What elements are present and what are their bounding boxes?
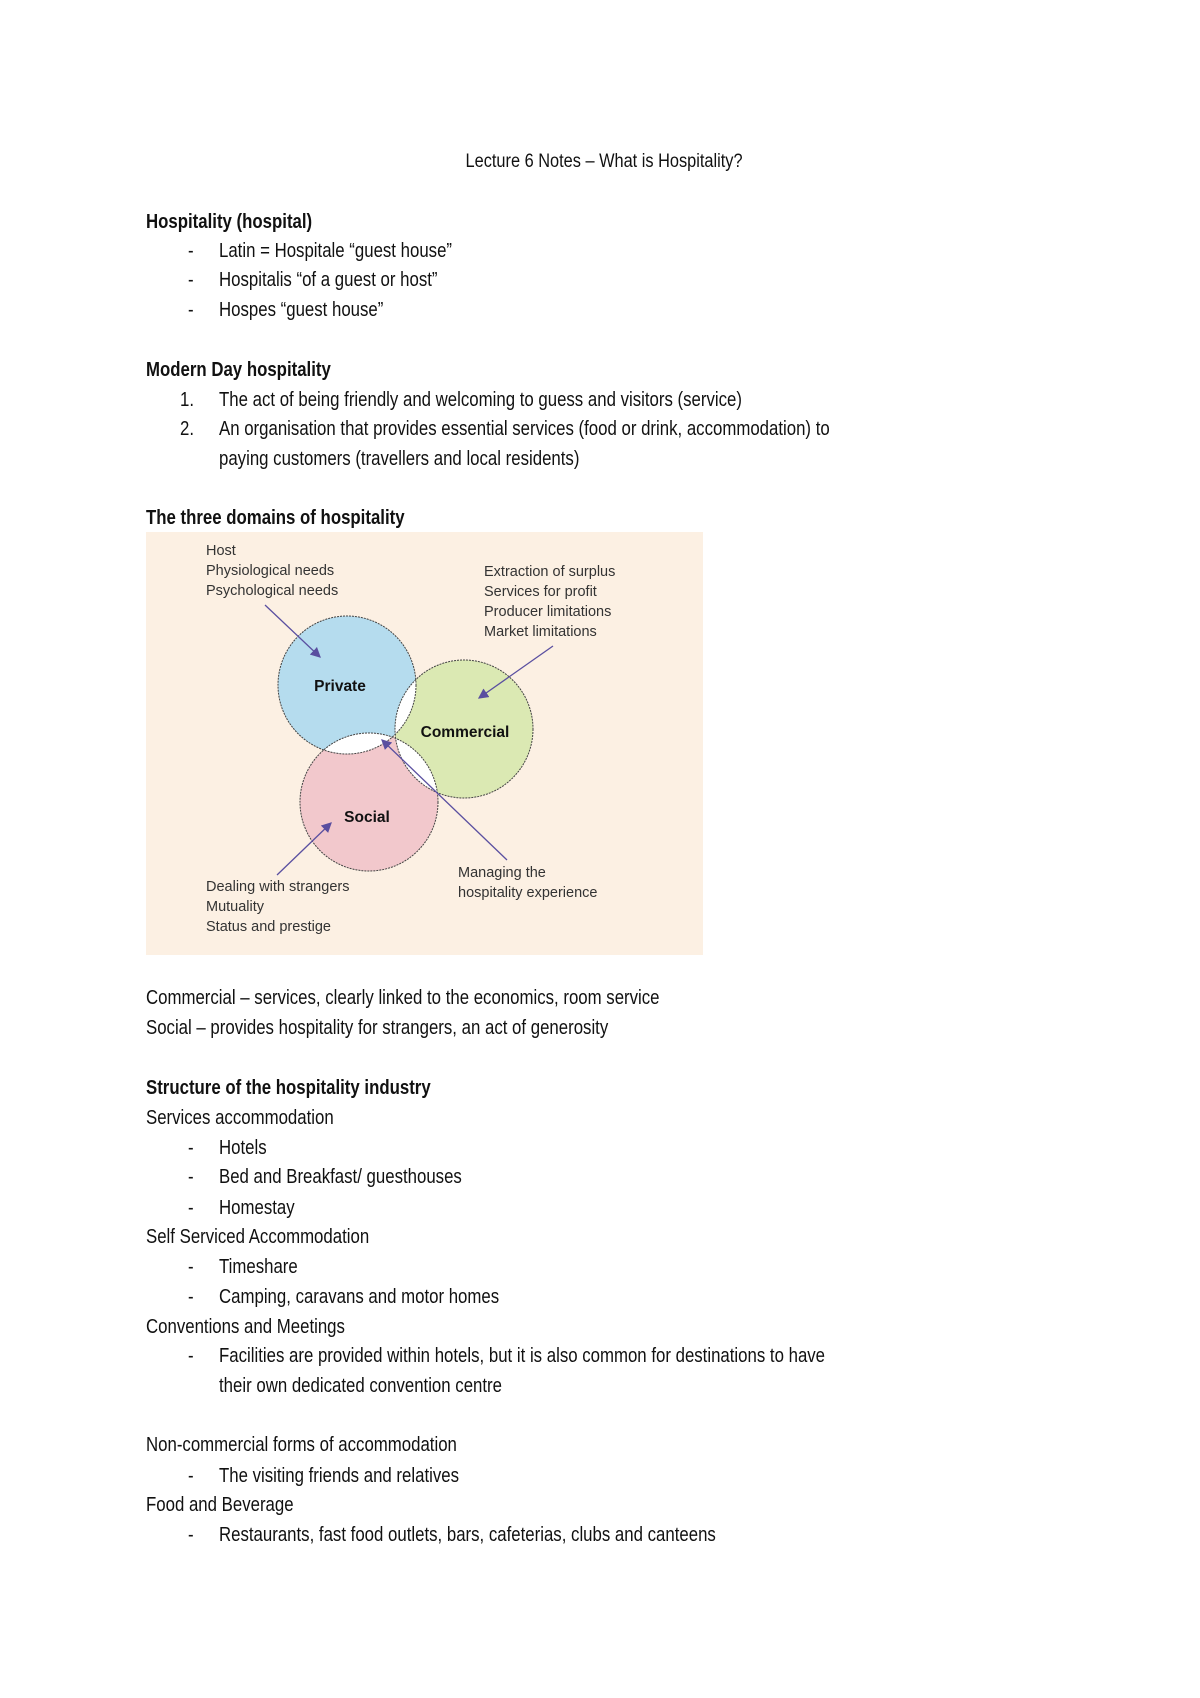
bullet-dash: - xyxy=(188,1524,194,1546)
note: Managing the xyxy=(458,865,546,881)
heading-modern-day: Modern Day hospitality xyxy=(146,359,331,381)
note: Psychological needs xyxy=(206,583,339,599)
list-item: Camping, caravans and motor homes xyxy=(219,1286,500,1308)
note: Extraction of surplus xyxy=(484,564,616,580)
title-text: Lecture 6 Notes – What is Hospitality? xyxy=(465,151,743,172)
social-label: Social xyxy=(344,809,390,826)
group-heading: Food and Beverage xyxy=(146,1494,294,1516)
list-item: Facilities are provided within hotels, but it is also common for destinations to have xyxy=(219,1345,826,1367)
note: Market limitations xyxy=(484,624,597,640)
bullet-dash: - xyxy=(188,299,194,321)
bullet-dash: - xyxy=(188,269,194,291)
note: Physiological needs xyxy=(206,563,335,579)
list-item: The act of being friendly and welcoming to guess and visitors (service) xyxy=(219,389,742,411)
list-item: Hotels xyxy=(219,1137,267,1159)
three-domains-diagram xyxy=(146,532,703,955)
list-item-continuation: their own dedicated convention centre xyxy=(219,1375,502,1397)
bullet-dash: - xyxy=(188,1465,194,1487)
note: hospitality experience xyxy=(458,885,598,901)
bullet-dash: - xyxy=(188,1256,194,1278)
list-item: Homestay xyxy=(219,1197,295,1219)
group-heading: Conventions and Meetings xyxy=(146,1316,345,1338)
note: Dealing with strangers xyxy=(206,879,350,895)
heading-hospitality: Hospitality (hospital) xyxy=(146,211,313,233)
bullet-dash: - xyxy=(188,1137,194,1159)
list-item: An organisation that provides essential services (food or drink, accommodation) to xyxy=(219,418,830,440)
group-heading: Non-commercial forms of accommodation xyxy=(146,1434,457,1456)
list-number: 1. xyxy=(180,389,195,411)
bullet-dash: - xyxy=(188,240,194,262)
bullet-dash: - xyxy=(188,1197,194,1219)
definition-social: Social – provides hospitality for strangers, an act of generosity xyxy=(146,1017,609,1039)
note: Status and prestige xyxy=(206,919,331,935)
note: Mutuality xyxy=(206,899,265,915)
bullet-dash: - xyxy=(188,1345,194,1367)
list-item: The visiting friends and relatives xyxy=(219,1465,459,1487)
list-item-continuation: paying customers (travellers and local residents) xyxy=(219,448,580,470)
list-item: Hospitalis “of a guest or host” xyxy=(219,269,438,291)
note: Services for profit xyxy=(484,584,597,600)
commercial-label: Commercial xyxy=(420,724,510,741)
list-item: Restaurants, fast food outlets, bars, cafeterias, clubs and canteens xyxy=(219,1524,716,1546)
note: Producer limitations xyxy=(484,604,612,620)
bullet-dash: - xyxy=(188,1166,194,1188)
list-item: Timeshare xyxy=(219,1256,298,1278)
page-title xyxy=(0,150,1200,174)
heading-structure: Structure of the hospitality industry xyxy=(146,1077,431,1099)
bullet-dash: - xyxy=(188,1286,194,1308)
group-heading: Services accommodation xyxy=(146,1107,334,1129)
definition-commercial: Commercial – services, clearly linked to the economics, room service xyxy=(146,987,660,1009)
group-heading: Self Serviced Accommodation xyxy=(146,1226,370,1248)
list-item: Bed and Breakfast/ guesthouses xyxy=(219,1166,462,1188)
heading-three-domains: The three domains of hospitality xyxy=(146,507,405,529)
list-item: Hospes “guest house” xyxy=(219,299,384,321)
private-label: Private xyxy=(314,678,366,695)
list-item: Latin = Hospitale “guest house” xyxy=(219,240,453,262)
list-number: 2. xyxy=(180,418,195,440)
note: Host xyxy=(206,543,236,559)
